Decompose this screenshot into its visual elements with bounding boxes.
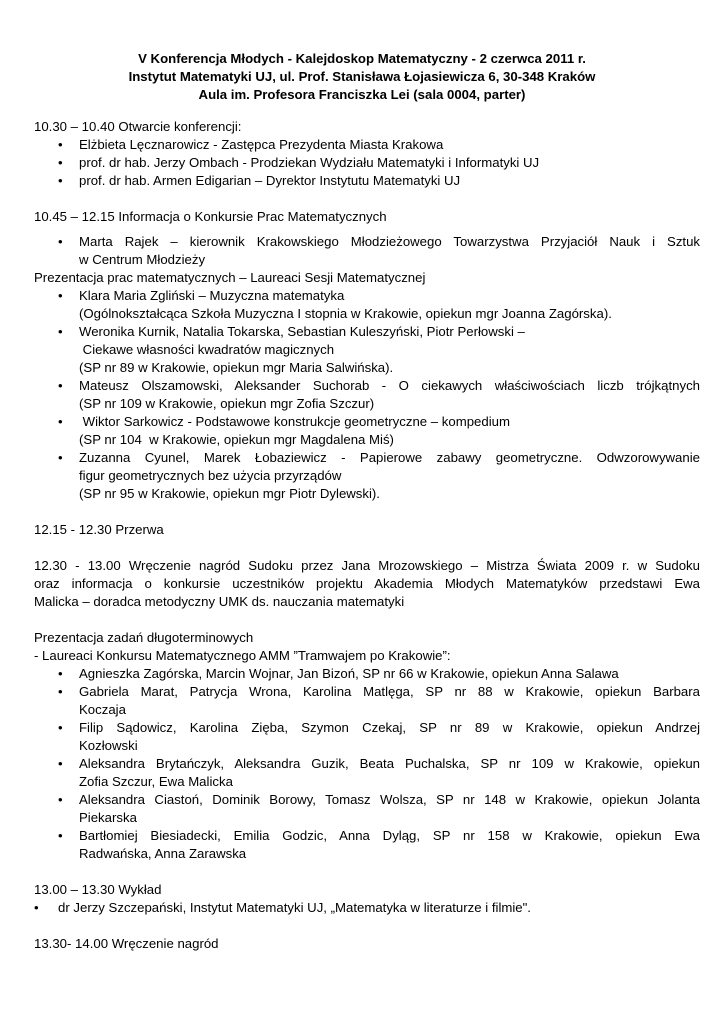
conference-header [0, 50, 724, 104]
list-item: • Aleksandra Brytańczyk, Aleksandra Guzik, Beata Puchalska, SP nr 109 w Krakowie, opiekun Zofia Szczur, Ewa Malicka [58, 756, 700, 789]
list-item: • Bartłomiej Biesiadecki, Emilia Godzic, Anna Dyląg, SP nr 158 w Krakowie, opiekun Ewa Radwańska, Anna Zarawska [58, 828, 700, 861]
header-venue: Aula im. Profesora Franciszka Lei (sala 0004, parter) [198, 87, 526, 102]
list-item: • prof. dr hab. Armen Edigarian – Dyrektor Instytutu Matematyki UJ [58, 173, 461, 188]
bullet-icon: • [58, 828, 63, 843]
long-term-title: Prezentacja zadań długoterminowych [34, 630, 254, 645]
bullet-icon: • [58, 414, 63, 429]
bullet-icon: • [58, 137, 63, 152]
list-item: • Wiktor Sarkowicz - Podstawowe konstrukcje geometryczne – kompedium (SP nr 104 w Krakowie, opiekun mgr Magdalena Miś) [58, 414, 510, 447]
presentations-title: Prezentacja prac matematycznych – Laureaci Sesji Matematycznej [34, 270, 426, 285]
bullet-icon: • [58, 378, 63, 393]
bullet-icon: • [58, 324, 63, 339]
contest-info-title: 10.45 – 12.15 Informacja o Konkursie Prac Matematycznych [34, 209, 387, 224]
awards-title: 13.30- 14.00 Wręczenie nagród [34, 936, 219, 951]
list-item: • Aleksandra Ciastoń, Dominik Borowy, Tomasz Wolsza, SP nr 148 w Krakowie, opiekun Jolanta Piekarska [58, 792, 700, 825]
long-term-subtitle: - Laureaci Konkursu Matematycznego AMM ”Tramwajem po Krakowie”: [34, 648, 451, 663]
bullet-icon: • [58, 173, 63, 188]
list-item: • Elżbieta Lęcznarowicz - Zastępca Prezydenta Miasta Krakowa [58, 137, 444, 152]
header-address: Instytut Matematyki UJ, ul. Prof. Stanisława Łojasiewicza 6, 30-348 Kraków [128, 69, 596, 84]
list-item: • Zuzanna Cyunel, Marek Łobaziewicz - Papierowe zabawy geometryczne. Odwzorowywanie figur geometrycznych bez użycia przyrządów (SP nr 95 w Krakowie, opiekun mgr Piotr Dylewski). [58, 450, 700, 501]
bullet-icon: • [58, 234, 63, 249]
list-item: • Agnieszka Zagórska, Marcin Wojnar, Jan Bizoń, SP nr 66 w Krakowie, opiekun Anna Salawa [58, 666, 619, 681]
list-item: • Marta Rajek – kierownik Krakowskiego Młodzieżowego Towarzystwa Przyjaciół Nauk i Sztuk w Centrum Młodzieży [58, 234, 700, 267]
opening-list [34, 136, 700, 190]
bullet-icon: • [58, 450, 63, 465]
bullet-icon: • [58, 756, 63, 771]
break-title: 12.15 - 12.30 Przerwa [34, 522, 164, 537]
list-item: • Weronika Kurnik, Natalia Tokarska, Sebastian Kuleszyński, Piotr Perłowski – Ciekawe własności kwadratów magicznych (SP nr 89 w Krakowie, opiekun mgr Maria Salwińska). [58, 324, 525, 375]
contest-info-list [34, 233, 700, 269]
presentations-list [34, 287, 700, 503]
list-item: • Gabriela Marat, Patrycja Wrona, Karolina Matlęga, SP nr 88 w Krakowie, opiekun Barbara Koczaja [58, 684, 700, 717]
bullet-icon: • [58, 666, 63, 681]
list-item: • Klara Maria Zgliński – Muzyczna matematyka (Ogólnokształcąca Szkoła Muzyczna I stopnia w Krakowie, opiekun mgr Joanna Zagórska). [58, 288, 612, 321]
list-item: • Filip Sądowicz, Karolina Zięba, Szymon Czekaj, SP nr 89 w Krakowie, opiekun Andrzej Kozłowski [58, 720, 700, 753]
bullet-icon: • [34, 900, 39, 915]
list-item: • Mateusz Olszamowski, Aleksander Suchorab - O ciekawych właściwościach liczb trójkątnych (SP nr 109 w Krakowie, opiekun mgr Zofia Szczur) [58, 378, 700, 411]
program-content [34, 118, 700, 953]
header-title: V Konferencja Młodych - Kalejdoskop Matematyczny - 2 czerwca 2011 r. [138, 51, 586, 66]
bullet-icon: • [58, 684, 63, 699]
bullet-icon: • [58, 155, 63, 170]
lecture-item: • dr Jerzy Szczepański, Instytut Matematyki UJ, „Matematyka w literaturze i filmie". [34, 900, 531, 915]
bullet-icon: • [58, 792, 63, 807]
opening-title: 10.30 – 10.40 Otwarcie konferencji: [34, 119, 242, 134]
long-term-list [34, 665, 700, 863]
lecture-title: 13.00 – 13.30 Wykład [34, 882, 162, 897]
list-item: • prof. dr hab. Jerzy Ombach - Prodziekan Wydziału Matematyki i Informatyki UJ [58, 155, 540, 170]
sudoku-paragraph: 12.30 - 13.00 Wręczenie nagród Sudoku przez Jana Mrozowskiego – Mistrza Świata 2009 r. w Sudoku oraz informacja o konkursie uczestników projektu Akademia Młodych Matematyków przedstawi Ewa Malicka – doradca metodyczny UMK ds. nauczania matematyki [34, 558, 700, 609]
bullet-icon: • [58, 288, 63, 303]
bullet-icon: • [58, 720, 63, 735]
